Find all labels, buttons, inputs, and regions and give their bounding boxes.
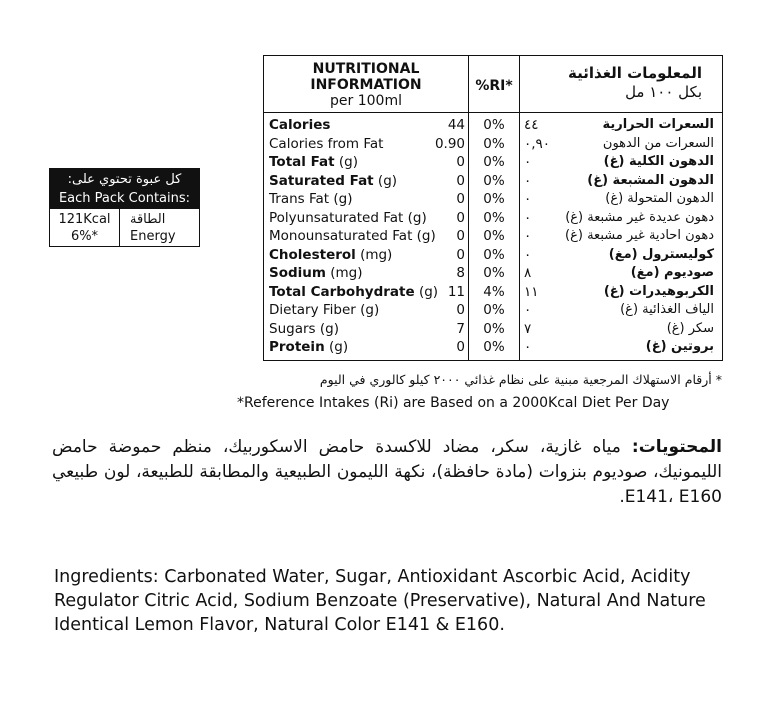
table-row xyxy=(264,283,722,302)
ingredients-ar-text: مياه غازية، سكر، مضاد للاكسدة حامض الاسكوربيك، منظم حموضة حامض الليمونيك، صوديوم بنزوات (مادة حافظة)، نكهة الليمون الطبيعية والمطابقة للطبيعة، لون طبيعي E141، E160. xyxy=(52,437,722,507)
table-row xyxy=(264,116,722,135)
header-divider xyxy=(264,112,722,113)
pack-title-ar: كل عبوة تحتوي على: xyxy=(67,172,182,187)
nutrient-name-ar: الدهون الكلية (غ) xyxy=(603,154,714,169)
nutrient-value-ar: ٠,٩٠ xyxy=(524,135,551,152)
nutrient-ri: 0% xyxy=(483,172,505,189)
nutrient-name: Calories from Fat xyxy=(269,135,384,152)
table-row xyxy=(264,172,722,191)
nutrient-ri: 4% xyxy=(483,283,505,300)
nutrient-name-ar: كوليسترول (مغ) xyxy=(608,246,714,262)
nutrient-value-ar: ١١ xyxy=(524,283,539,300)
nutrient-name: Total Carbohydrate (g) xyxy=(269,283,439,300)
nutrient-value: 7 xyxy=(456,320,465,337)
nutrient-value: 0 xyxy=(456,191,465,207)
nutrient-value-ar: ٠ xyxy=(524,228,532,244)
nutrient-value: 0 xyxy=(456,246,465,263)
pack-energy-label-en: Energy xyxy=(130,229,176,244)
nutrient-name: Cholesterol (mg) xyxy=(269,246,393,263)
nutrient-value-ar: ٠ xyxy=(524,191,532,207)
ingredients-ar xyxy=(52,435,722,510)
nutrient-value: 0 xyxy=(456,172,465,189)
nutrient-ri: 0% xyxy=(483,154,505,170)
pack-title-en: Each Pack Contains: xyxy=(58,191,191,206)
table-row xyxy=(264,190,722,209)
nutrient-ri: 0% xyxy=(483,209,505,226)
nutrient-value: 0 xyxy=(456,209,465,226)
nutrient-value-ar: ٠ xyxy=(524,302,532,318)
header-ar-per: بكل ١٠٠ مل xyxy=(625,83,702,101)
header-ri: %RI* xyxy=(475,78,513,94)
pack-energy-ri: 6%* xyxy=(70,229,99,244)
pack-header xyxy=(50,169,199,209)
nutrition-table xyxy=(263,55,723,361)
header-en-line2: INFORMATION xyxy=(310,77,422,93)
table-row xyxy=(264,320,722,339)
table-row xyxy=(264,264,722,283)
nutrient-value: 0 xyxy=(456,302,465,318)
nutrient-name: Monounsaturated Fat (g) xyxy=(269,228,436,244)
table-row xyxy=(264,227,722,246)
footnote-en: *Reference Intakes (Ri) are Based on a 2000Kcal Diet Per Day xyxy=(237,395,670,411)
nutrient-name: Protein (g) xyxy=(269,339,349,355)
nutrient-name: Sodium (mg) xyxy=(269,265,363,281)
nutrient-value: 44 xyxy=(447,117,465,133)
header-ar xyxy=(568,64,702,102)
nutrient-ri: 0% xyxy=(483,246,505,263)
nutrient-name: Polyunsaturated Fat (g) xyxy=(269,209,427,226)
nutrient-name-ar: السعرات الحرارية xyxy=(602,117,714,132)
nutrient-value: 0 xyxy=(456,339,465,355)
pack-energy-values xyxy=(50,209,120,247)
nutrient-name-ar: سكر (غ) xyxy=(666,320,714,336)
header-en xyxy=(264,61,468,109)
nutrient-ri: 0% xyxy=(483,339,505,355)
table-row xyxy=(264,209,722,228)
nutrient-value: 0 xyxy=(456,154,465,170)
nutrient-value-ar: ٠ xyxy=(524,246,532,263)
nutrient-value-ar: ٠ xyxy=(524,339,532,355)
nutrient-name-ar: الدهون المشبعة (غ) xyxy=(587,172,714,188)
table-row xyxy=(264,338,722,357)
nutrient-name-ar: دهون احادية غير مشبعة (غ) xyxy=(565,228,714,243)
nutrient-value-ar: ٠ xyxy=(524,172,532,189)
nutrient-value: 0 xyxy=(456,228,465,244)
table-row xyxy=(264,135,722,154)
ingredients-en: Ingredients: Carbonated Water, Sugar, Antioxidant Ascorbic Acid, Acidity Regulator Citric Acid, Sodium Benzoate (Preservative), Natural And Nature Identical Lemon Flavor, Natural Color E141 & E160. xyxy=(54,567,706,635)
pack-energy-label-ar: الطاقة xyxy=(130,212,166,227)
nutrient-value: 0.90 xyxy=(434,135,465,152)
footnote-ar: * أرقام الاستهلاك المرجعية مبنية على نظام غذائي ٢٠٠٠ كيلو كالوري في اليوم xyxy=(319,372,722,387)
pack-energy-labels xyxy=(120,209,199,247)
header-ar-title: المعلومات الغذائية xyxy=(568,64,702,82)
header-en-line1: NUTRITIONAL xyxy=(312,61,420,77)
nutrient-ri: 0% xyxy=(483,320,505,337)
table-row xyxy=(264,153,722,172)
nutrient-value: 8 xyxy=(456,265,465,281)
nutrient-name: Sugars (g) xyxy=(269,320,339,337)
ingredients-ar-label: المحتويات: xyxy=(631,437,722,457)
pack-energy-value: 121Kcal xyxy=(58,212,111,227)
nutrient-name: Trans Fat (g) xyxy=(269,191,353,207)
nutrient-name-ar: السعرات من الدهون xyxy=(602,135,714,151)
nutrient-ri: 0% xyxy=(483,265,505,281)
nutrient-value-ar: ٤٤ xyxy=(524,117,539,133)
nutrient-name-ar: الياف الغذائية (غ) xyxy=(620,302,714,317)
nutrition-rows xyxy=(264,116,722,357)
nutrient-ri: 0% xyxy=(483,117,505,133)
table-row xyxy=(264,301,722,320)
nutrient-value-ar: ٨ xyxy=(524,265,532,281)
nutrient-value-ar: ٠ xyxy=(524,209,532,226)
nutrient-ri: 0% xyxy=(483,135,505,152)
nutrient-ri: 0% xyxy=(483,302,505,318)
nutrient-name: Total Fat (g) xyxy=(269,154,358,170)
header-en-per: per 100ml xyxy=(330,93,402,109)
nutrient-name: Saturated Fat (g) xyxy=(269,172,398,189)
nutrient-name: Calories xyxy=(269,117,331,133)
each-pack-box xyxy=(49,168,200,247)
nutrient-name-ar: صوديوم (مغ) xyxy=(630,265,714,280)
nutrient-name-ar: الكربوهيدرات (غ) xyxy=(603,283,714,299)
table-row xyxy=(264,246,722,265)
nutrient-value-ar: ٧ xyxy=(524,320,532,337)
pack-energy-row xyxy=(50,209,199,247)
nutrient-name-ar: دهون عديدة غير مشبعة (غ) xyxy=(565,209,714,225)
nutrient-value: 11 xyxy=(447,283,465,300)
nutrient-name: Dietary Fiber (g) xyxy=(269,302,380,318)
nutrient-value-ar: ٠ xyxy=(524,154,532,170)
nutrient-ri: 0% xyxy=(483,191,505,207)
nutrient-ri: 0% xyxy=(483,228,505,244)
nutrient-name-ar: بروتين (غ) xyxy=(645,339,714,354)
nutrient-name-ar: الدهون المتحولة (غ) xyxy=(605,191,714,206)
